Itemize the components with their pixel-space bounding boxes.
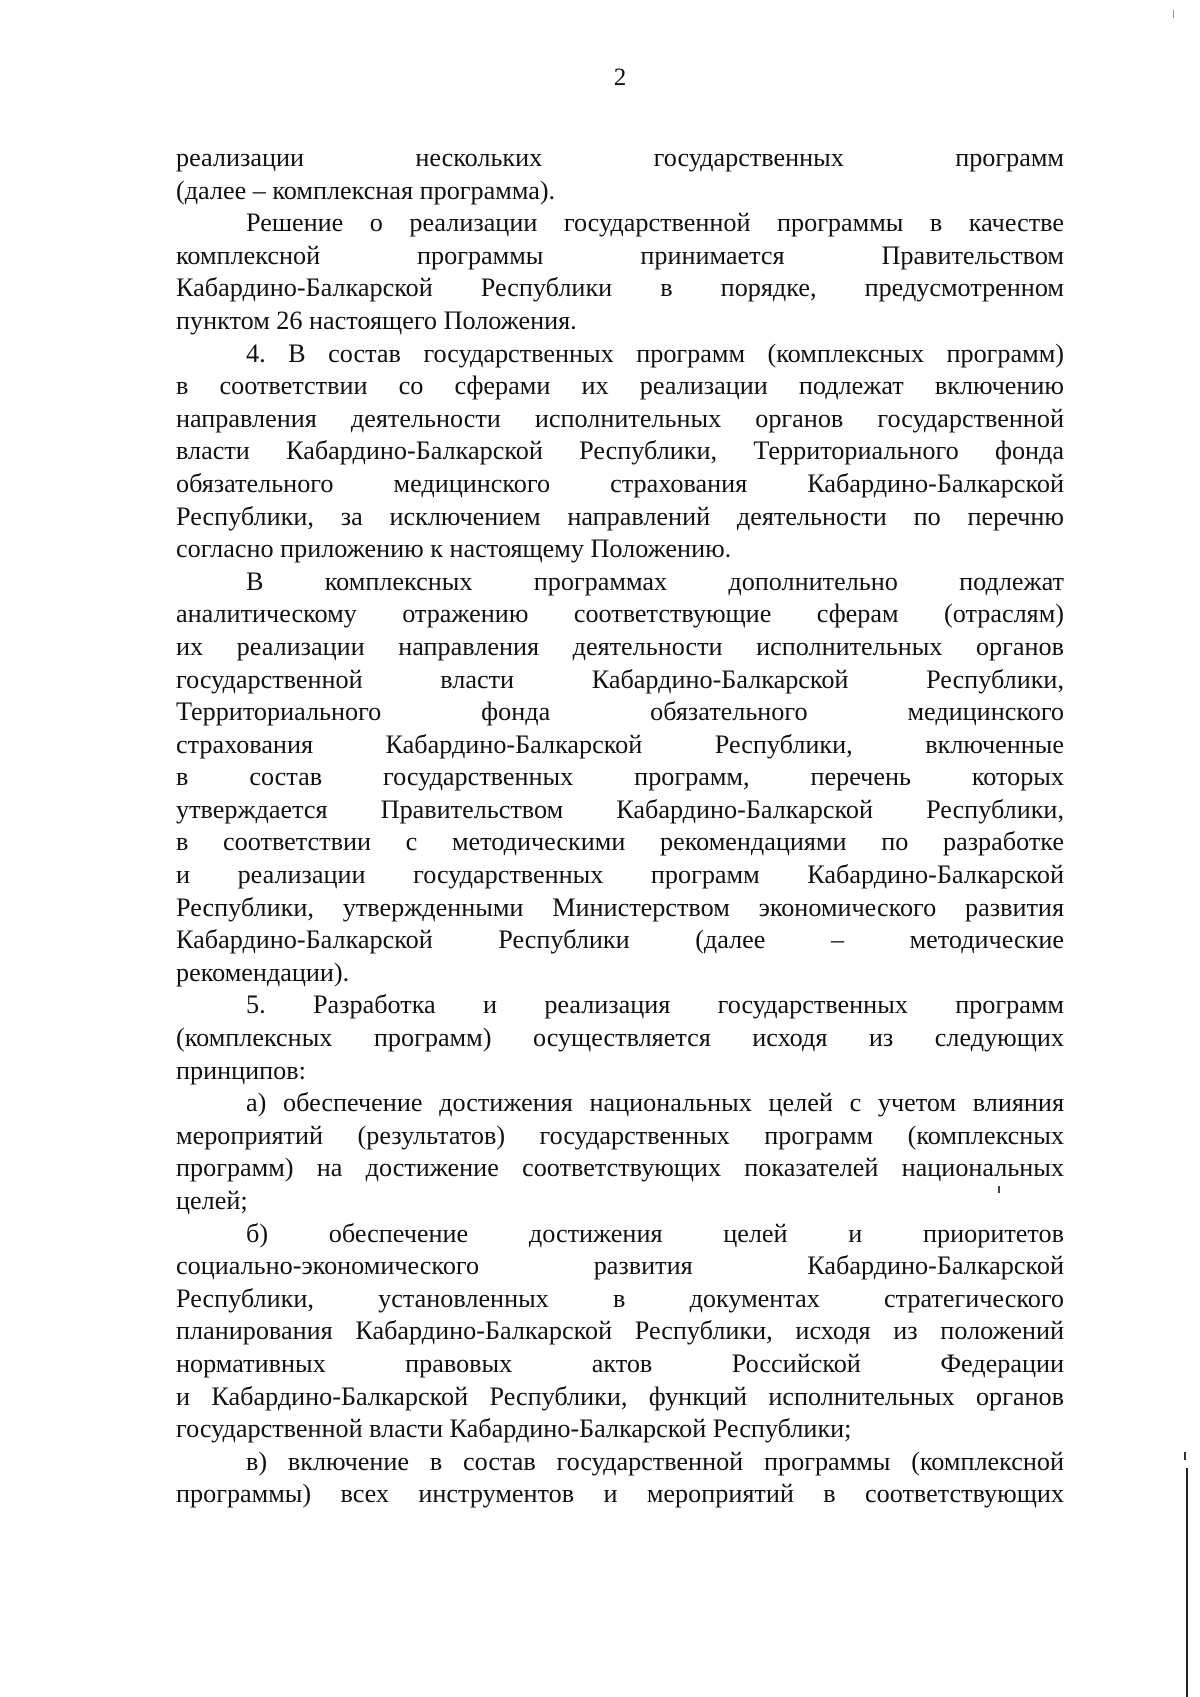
text-line: реализации нескольких государственных программ [176, 143, 1064, 172]
text-line: В комплексных программах дополнительно подлежат [246, 566, 1064, 596]
text-line: и реализации государственных программ Кабардино-Балкарской [176, 860, 1064, 890]
text-line: нормативных правовых актов Российской Федерации [176, 1348, 1064, 1378]
text-line: обязательного медицинского страхования Кабардино-Балкарской [176, 468, 1064, 498]
text-line: Республики, за исключением направлений деятельности по перечню [176, 501, 1064, 531]
paragraph-p7 [176, 1446, 1064, 1511]
text-line: пунктом 26 настоящего Положения. [176, 305, 577, 335]
scan-corner-mark [1173, 10, 1174, 18]
text-line: страхования Кабардино-Балкарской Республики, включенные [176, 729, 1064, 759]
text-line: в состав государственных программ, перечень которых [176, 762, 1064, 792]
paragraph-p2 [176, 338, 1064, 566]
text-line: и Кабардино-Балкарской Республики, функций исполнительных органов [176, 1381, 1064, 1411]
text-line: мероприятий (результатов) государственных программ (комплексных [176, 1120, 1064, 1150]
paragraph-p1 [176, 207, 1064, 337]
text-line: (далее – комплексная программа). [176, 175, 556, 205]
text-line: Решение о реализации государственной программы в качестве [246, 208, 1064, 238]
text-line: б) обеспечение достижения целей и приоритетов [246, 1218, 1064, 1248]
text-line: планирования Кабардино-Балкарской Республики, исходя из положений [176, 1316, 1064, 1346]
text-line: целей; [176, 1186, 248, 1215]
text-line: 5. Разработка и реализация государственных программ [246, 990, 1064, 1020]
paragraph-p0 [176, 142, 1064, 207]
paragraph-p4 [176, 989, 1064, 1087]
text-line: власти Кабардино-Балкарской Республики, Территориального фонда [176, 436, 1064, 466]
document-body [176, 142, 1064, 1511]
paragraph-p5 [176, 1087, 1064, 1217]
text-line: программ) на достижение соответствующих показателей национальных [176, 1153, 1064, 1183]
text-line: утверждается Правительством Кабардино-Балкарской Республики, [176, 794, 1064, 824]
text-line: Республики, установленных в документах стратегического [176, 1283, 1064, 1313]
text-line: направления деятельности исполнительных органов государственной [176, 403, 1064, 433]
text-line: в соответствии со сферами их реализации подлежат включению [176, 371, 1064, 401]
scan-edge-line [1186, 1468, 1188, 1697]
paragraph-p6 [176, 1218, 1064, 1446]
paragraph-p3 [176, 566, 1064, 990]
text-line: в соответствии с методическими рекомендациями по разработке [176, 827, 1064, 857]
text-line: комплексной программы принимается Правительством [176, 240, 1064, 270]
text-line: государственной власти Кабардино-Балкарской Республики, [176, 664, 1064, 694]
text-line: в) включение в состав государственной программы (комплексной [246, 1446, 1064, 1476]
text-line: согласно приложению к настоящему Положению. [176, 534, 732, 564]
text-line: Республики, утвержденными Министерством экономического развития [176, 892, 1064, 922]
text-line: Кабардино-Балкарской Республики в порядке, предусмотренном [176, 273, 1064, 303]
text-line: государственной власти Кабардино-Балкарской Республики; [176, 1414, 852, 1444]
text-line: 4. В состав государственных программ (комплексных программ) [246, 338, 1064, 368]
page-number: 2 [613, 64, 627, 91]
text-line: социально-экономического развития Кабардино-Балкарской [176, 1251, 1064, 1281]
text-line: Кабардино-Балкарской Республики (далее – методические [176, 925, 1064, 955]
text-line: а) обеспечение достижения национальных целей с учетом влияния [246, 1088, 1064, 1118]
text-line: аналитическому отражению соответствующие сферам (отраслям) [176, 599, 1064, 629]
scan-artifact-dot [1184, 1452, 1186, 1460]
text-line: программы) всех инструментов и мероприятий в соответствующих [176, 1479, 1064, 1509]
scan-artifact-tick [998, 1186, 1000, 1193]
text-line: рекомендации). [176, 957, 350, 987]
text-line: Территориального фонда обязательного медицинского [176, 697, 1064, 727]
text-line: принципов: [176, 1055, 306, 1085]
text-line: (комплексных программ) осуществляется исходя из следующих [176, 1023, 1064, 1053]
text-line: их реализации направления деятельности исполнительных органов [176, 631, 1064, 661]
